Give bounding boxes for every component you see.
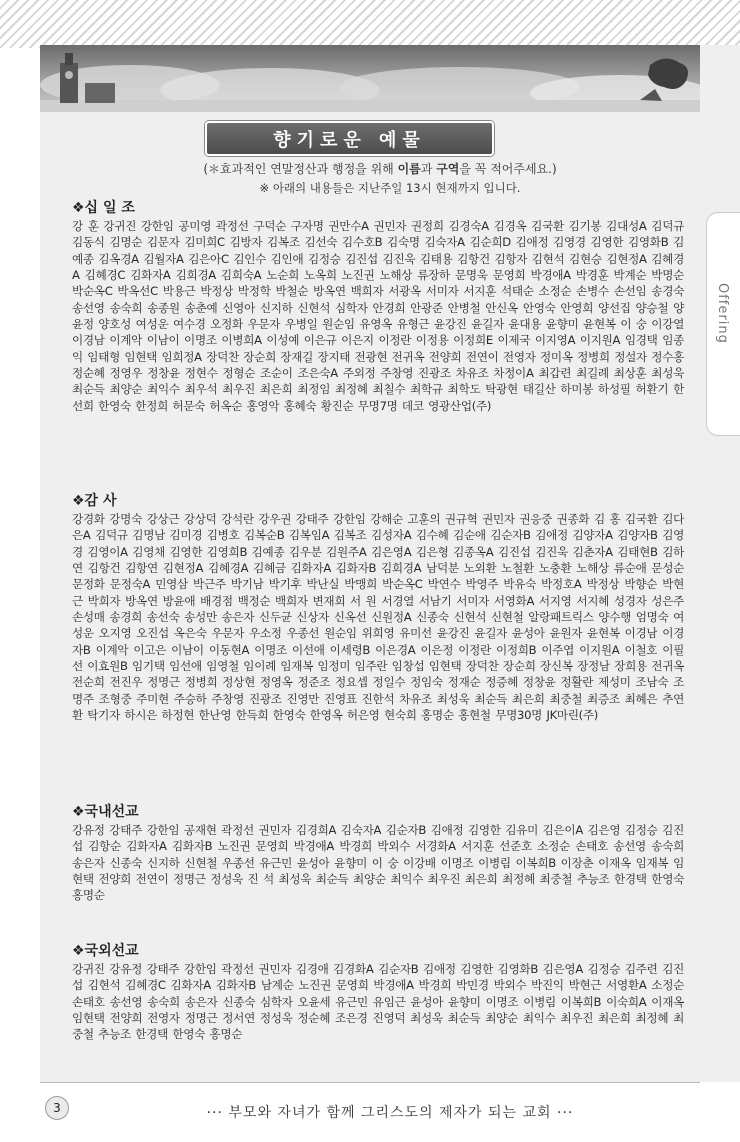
footer-motto: ··· 부모와 자녀가 함께 그리스도의 제자가 되는 교회 ··· bbox=[206, 1105, 574, 1121]
notice-pre: (＊효과적인 연말정산과 행정을 위해 bbox=[203, 162, 398, 176]
notice-post: 을 꼭 적어주세요.) bbox=[459, 162, 557, 176]
section-title-domestic-mission: ❖국내선교 bbox=[72, 804, 139, 820]
notice-line-1 bbox=[170, 160, 590, 177]
section-title-thanks: ❖감 사 bbox=[72, 493, 117, 509]
page-title-box bbox=[205, 121, 494, 156]
section-names-foreign-mission: 강귀진 강유정 강태주 강한임 곽정선 권민자 김경애 김경화A 김순자B 김애정 김영한 김영화B 김은영A 김정승 김주련 김진섭 김현석 김혜경C 김화자A 김화자B 남계순 노진권 문영희 박경애A 박경희 박민경 박외수 박진익 박현근 서영환A 소정순 손태호 송선영 송숙희 송은자 신종숙 심학자 오윤세 유근민 유임근 윤성아 윤향미 이명조 이병림 이복희B 이숙희A 이재옥 임현택 전양희 전영자 정명근 정서연 정성욱 정순혜 조은경 진영덕 최성욱 최순득 최양순 최익수 최우진 최은희 최정혜 최중철 추능조 한경택 한영숙 홍명순 bbox=[72, 962, 684, 1042]
section-names-thanks: 강경화 강명숙 강상근 강상덕 강석란 강우권 강태주 강한임 강해순 고훈의 권규혁 권민자 권응중 권종화 김 홍 김국환 김다은A 김덕규 김명남 김미경 김병호 김복순B 김복임A 김복조 김성자A 김수혜 김순애 김순자B 김애정 김양자A 김양자B 김영경 김영이A 김영채 김영한 김영희B 김예종 김우분 김원주A 김은영A 김은형 김종옥A 김진섭 김진욱 김춘자A 김태현B 김하연 김항건 김항연 김현정A 김혜경A 김혜금 김화자A 김화자B 김희경A 남덕분 노외환 노철환 노충환 노해상 류순애 문성순 문정화 문정숙A 민영삼 박근주 박기남 박기후 박난실 박맹희 박순옥C 박연수 박영주 박유숙 박정호A 박정상 박향순 박현근 박희자 방옥연 방윤애 배경점 백정순 백희자 변재희 서 원 서경열 서남기 서미자 서영화A 서지영 서지혜 성경자 성은주 손성매 송경희 송선숙 송성만 송은자 신두균 신상자 신옥선 신원정A 신종숙 신현석 신현철 알랑패트릭스 양수행 엄명숙 여성운 오지영 오진섭 옥은숙 우문자 우소정 우종선 원순임 위희영 유미선 윤강진 윤길자 윤성아 윤원자 윤현복 이경남 이경자B 이계악 이고은 이남이 이동현A 이명조 이선애 이세령B 이은경A 이은정 이정란 이정희B 이주엽 이지원A 이철호 이필선 이효원B 임기택 임선애 임영철 임이례 임재복 임정미 임주란 임창섭 임현택 장덕찬 장순희 장신복 장정남 장희용 전귀옥 전순희 전진우 정명근 정병희 정상현 정영옥 정준조 정요셉 정일수 정임숙 정재순 정증혜 정창윤 정활란 제성미 조남숙 조명주 조형중 주미현 주승하 주창영 진광조 진영만 진영표 진한석 차유조 최성욱 최순득 최은희 최중철 최증조 최혜은 추연환 탁기자 하시은 하정현 한난영 한득희 한영숙 한영옥 허은영 현숙희 홍명순 홍현철 무명30명 JK마린(주) bbox=[72, 512, 684, 723]
notice-bold-district: 구역 bbox=[436, 162, 460, 176]
header-banner bbox=[40, 45, 700, 112]
banner-illustration bbox=[40, 45, 700, 112]
section-domestic-mission bbox=[72, 803, 684, 904]
offering-side-tab[interactable] bbox=[706, 212, 740, 436]
notice-mid: 과 bbox=[420, 162, 437, 176]
section-tithe bbox=[72, 199, 684, 414]
notice-bold-name: 이름 bbox=[397, 162, 421, 176]
section-title-tithe: ❖십 일 조 bbox=[72, 200, 135, 216]
section-names-tithe: 강 훈 강귀진 강한임 공미영 곽정선 구덕순 구자명 권만수A 권민자 권정희 김경숙A 김경옥 김국환 김기봉 김대성A 김덕규 김동식 김명순 김문자 김미희C 김방자 김복조 김선숙 김수호B 김숙명 김숙자A 김순희D 김애정 김영경 김영한 김영화B 김예종 김옥경A 김월자A 김은아C 김인수 김인애 김정승 김진섭 김진욱 김태용 김항건 김항자 김현석 김현승 김현정A 김혜경A 김혜경C 김화자A 김희경A 김희숙A 노순희 노옥희 노진권 노해상 류장하 문명욱 문영희 박경애A 박경훈 박계순 박명순 박순옥C 박옥선C 박용근 박정상 박정학 박철순 방옥연 백희자 서광옥 서미자 서지훈 석태순 소정순 손병수 손선임 송경숙 송선영 송숙희 송종원 송춘예 신영아 신지하 신현석 심학자 안경희 안광준 안병철 안신옥 안영숙 안영희 양선집 양승철 양윤정 양호성 여성운 여수경 오정화 우문자 우병일 원순임 유영옥 유형근 윤강진 윤길자 윤대용 윤향미 윤현복 이 숭 이강열 이경남 이계악 이남이 이명조 이병희A 이성예 이은규 이은지 이정란 이정용 이정희E 이제국 이지영A 이지원A 임경택 임종익 임태형 임현택 임희정A 장덕찬 장순희 장재길 장지태 전광현 전귀옥 전양희 전연이 전영자 정미옥 정병희 정설자 정수홍 정순혜 정영우 정창윤 정현수 정형순 조순이 조은숙A 주외정 주창영 진광조 차유조 차정이A 최갑련 최길례 최상훈 최성욱 최순득 최양순 최익수 최우석 최우진 최은희 최정임 최정혜 최칠수 최학규 최학도 탁광현 태길산 하미봉 하성필 허환기 한선희 한영숙 한정희 허문숙 허옥순 홍영악 홍혜숙 황진순 무명7명 데코 영광산업(주) bbox=[72, 219, 684, 413]
section-title-foreign-mission: ❖국외선교 bbox=[72, 943, 139, 959]
section-thanks bbox=[72, 492, 684, 723]
section-foreign-mission bbox=[72, 942, 684, 1043]
page-number: 3 bbox=[45, 1096, 69, 1120]
page-title: 향기로운 예물 bbox=[273, 129, 426, 151]
header-stripes bbox=[0, 0, 740, 48]
section-names-domestic-mission: 강유정 강태주 강한임 공재현 곽정선 권민자 김경희A 김숙자A 김순자B 김애정 김영한 김유미 김은이A 김은영 김정승 김진섭 김항순 김화자A 김화자B 노진권 문영희 박경애A 박경희 박외수 서경화A 서지훈 선준호 소정순 손태호 송선영 송숙희 송은자 신종숙 신지하 신현철 우종선 유근민 윤성아 윤향미 이 숭 이강배 이명조 이병림 이복희B 이장춘 이재옥 임재복 임현택 전양희 전연이 정명근 정성욱 진 석 최성욱 최순득 최양순 최익수 최우진 최은희 최정혜 최중철 추능조 한경택 한영숙 홍명순 bbox=[72, 823, 684, 903]
notice-line-2: ※ 아래의 내용들은 지난주일 13시 현재까지 입니다. bbox=[259, 181, 521, 195]
footer-divider bbox=[40, 1082, 700, 1083]
side-tab-label: Offering bbox=[715, 283, 730, 344]
